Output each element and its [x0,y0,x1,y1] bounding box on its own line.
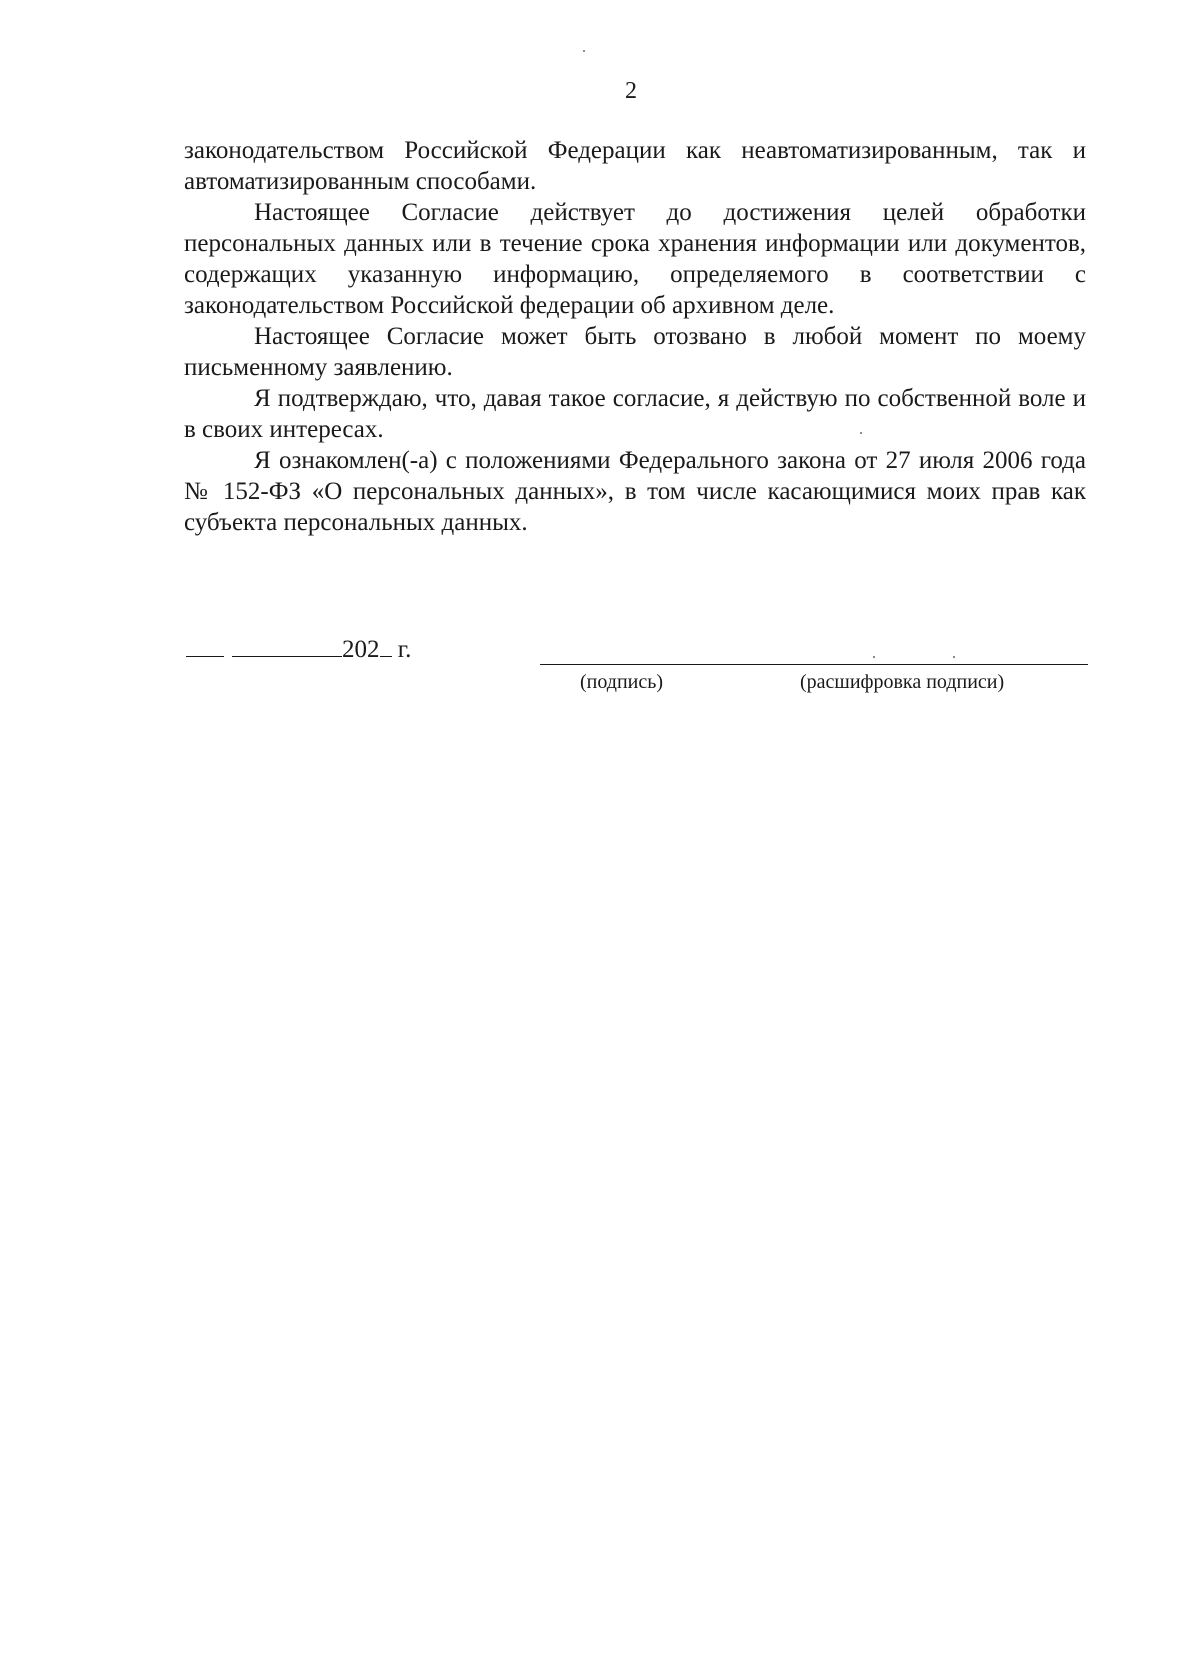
signature-line [540,664,1088,665]
date-day-blank [186,636,224,657]
date-field [186,636,411,664]
paragraph-continuation: законодательством Российской Федерации как неавтоматизированным, так и автоматизированным способами. [184,137,1086,195]
scan-speck [953,656,955,658]
paragraph-acknowledgement: Я ознакомлен(-а) с положениями Федерального закона от 27 июля 2006 года № 152-ФЗ «О персональных данных», в том числе касающимися моих прав как субъекта персональных данных. [184,447,1086,536]
signature-caption: (подпись) [580,671,664,693]
date-year-suffix: г. [397,636,412,663]
scan-speck [873,656,875,658]
page-number: 2 [625,78,637,104]
paragraph-validity: Настоящее Согласие действует до достижения целей обработки персональных данных или в течение срока хранения информации или документов, содержащих указанную информацию, определяемого в соответствии с законодательством Российской федерации об архивном деле. [184,199,1086,319]
paragraph-confirmation: Я подтверждаю, что, давая такое согласие, я действую по собственной воле и в своих интересах. [184,385,1086,443]
date-year-blank [380,636,392,657]
signature-decoding-caption: (расшифровка подписи) [800,671,1005,693]
date-year-prefix: 202 [342,636,380,663]
paragraph-revocation: Настоящее Согласие может быть отозвано в любой момент по моему письменному заявлению. [184,323,1086,381]
date-month-blank [232,636,342,657]
document-body [184,135,1086,538]
scan-speck [583,50,585,52]
scan-speck [860,432,862,434]
